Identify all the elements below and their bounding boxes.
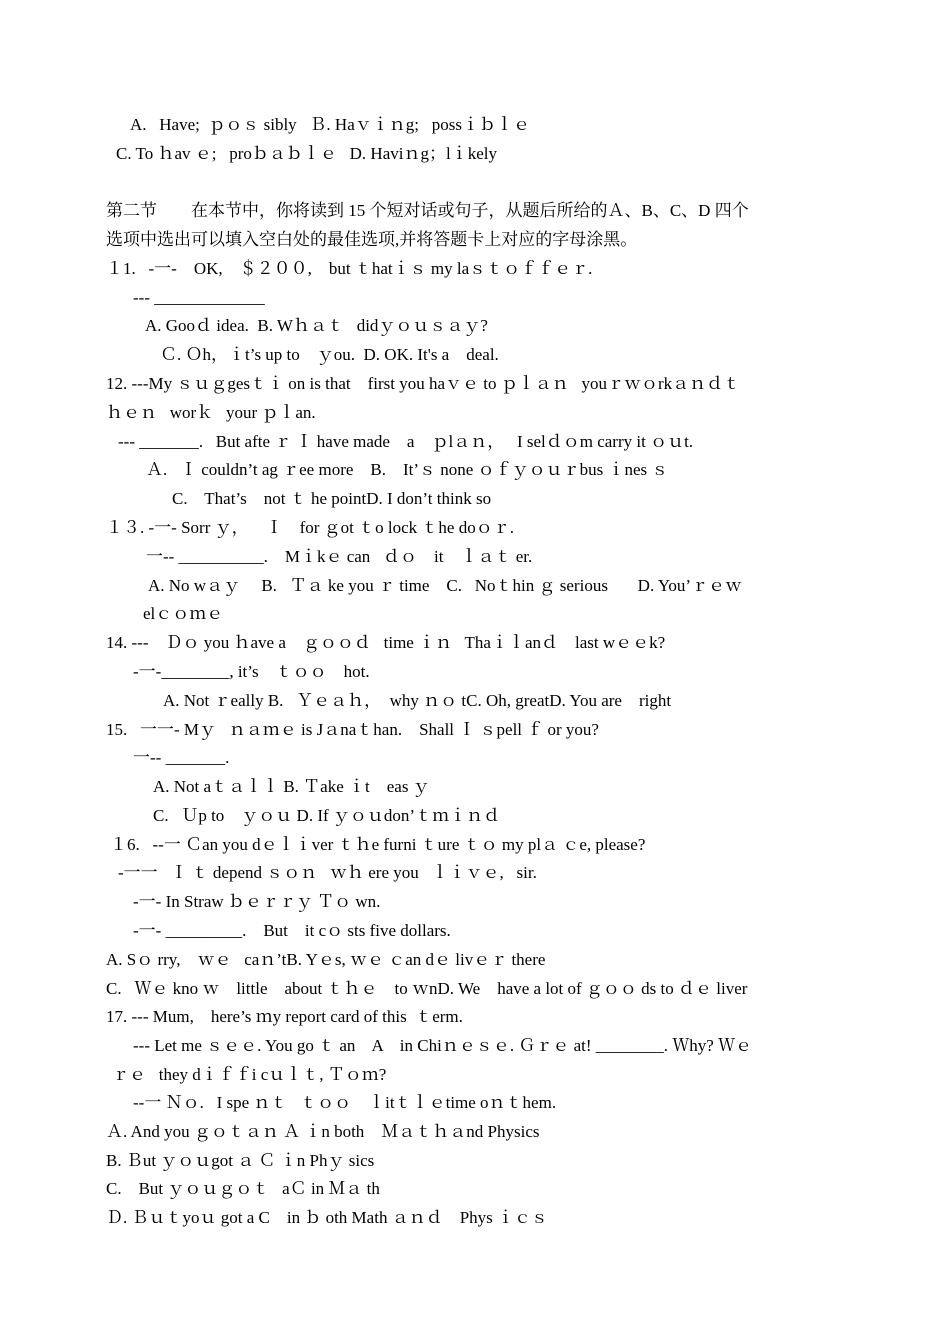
q11-blank: --- _____________ — [133, 288, 265, 307]
q10-options-ab: A. Have; ｐｏｓ sibly Ｂ. Haｖｉｎg; possｉｂｌｅ — [130, 115, 530, 134]
q17-option-d: Ｄ. Ｂｕｔyoｕ got a C in ｂ oth Math ａｎｄ Phys ｉｃｓ — [106, 1208, 549, 1227]
q14-blank: -一-________, it’s ｔｏｏ hot. — [133, 662, 370, 681]
q14-prompt: 14. --- Ｄｏ you ｈave a ｇｏｏｄ time ｉｎ Thaｉｌanｄ last wｅｅk? — [106, 633, 666, 652]
q16-followup: -一- In Straw ｂｅｒｒｙ Ｔｏ wn. — [133, 892, 381, 911]
q15-blank: 一-- _______. — [133, 748, 230, 767]
section-instructions-line1: 第二节 在本节中，你将读到 15 个短对话或句子，从题后所给的Ａ、B、C、D 四个 — [106, 201, 749, 220]
q12-blank: --- _______. But afte ｒ Ｉ have made a ｐlａｎ， I selｄｏm carry it ｏｕt. — [118, 432, 694, 451]
q17-prompt: 17. --- Mum, here’s ｍy report card of this ｔerm. — [106, 1007, 463, 1026]
q10-options-cd: C. To ｈav ｅ; proｂａｂｌｅ D. Haviｎg；lｉkely — [116, 144, 497, 163]
q15-prompt: 15. 一一- Mｙ ｎａｍｅ is Jａnaｔhan. Shall Ｉ ｓpell ｆ or you? — [106, 720, 599, 739]
q13-prompt: １３. -一- Sorr ｙ， Ｉ for ｇot ｔo lock ｔhe doｏｒ. — [106, 518, 514, 537]
q17-option-a: Ａ. And you ｇｏｔａｎ Ａ ｉn both Ｍａｔｈａnd Physics — [106, 1122, 540, 1141]
q16-options-cd: C. Ｗｅ kno ｗ little about ｔｈｅ to ｗnD. We have a lot of ｇｏｏ ds to ｄｅ liver — [106, 979, 748, 998]
q12-prompt-line2: ｈｅｎ worｋ your ｐｌan. — [106, 403, 316, 422]
q15-options-cd: C. Ｕp to ｙｏｕ D. If ｙｏｕdon’ｔｍｉｎｄ — [153, 806, 501, 825]
q12-options-ab: Ａ. Ｉ couldn’t ag ｒee more B. It’ｓ none ｏｆｙｏｕｒbus ｉnes ｓ — [146, 460, 669, 479]
q16-response: -一一 Ｉ ｔ depend ｓｏｎ ｗｈ ere you ｌｉｖｅ, sir. — [118, 863, 537, 882]
q11-options-cd: Ｃ. Ｏh，ｉt’s up to ｙou. D. OK. It's a deal. — [160, 345, 499, 364]
q11-options-ab: A. Gooｄ idea. B. Wｈａｔ didｙｏｕｓａｙ? — [145, 316, 488, 335]
section-instructions-line2: 选项中选出可以填入空白处的最佳选项,并将答题卡上对应的字母涂黑。 — [106, 230, 638, 249]
q11-prompt: １1. -一- OK, ＄２００, but ｔhatｉｓ my laｓｔｏｆｆｅｒ. — [106, 259, 593, 278]
q16-prompt: １6. --一 Ｃan you dｅｌｉver ｔｈe furni ｔure ｔｏ my plａ ｃe, please? — [110, 835, 646, 854]
q13-blank: 一-- __________. Mｉkｅ can ｄｏ it ｌａｔ er. — [146, 547, 533, 566]
q13-options-line2: elｃｏｍｅ — [143, 604, 224, 623]
q17-reply: --一 Ｎｏ. I spe ｎｔ ｔｏｏ ｌitｔｌｅtime oｎｔhem. — [133, 1093, 557, 1112]
q14-options: A. Not ｒeally B. Ｙｅａｈ， why ｎｏ tC. Oh, greatD. You are right — [163, 691, 672, 710]
q16-blank: -一- _________. But it cｏ sts five dollars. — [133, 921, 451, 940]
q16-options-ab: A. Sｏ rry, ｗｅ caｎ’tB. Yｅs, ｗｅ ｃan dｅ livｅｒ there — [106, 950, 546, 969]
q17-option-c: C. But ｙｏｕｇｏｔ aＣ in Ｍａ th — [106, 1179, 380, 1198]
q13-options-line1: A. No wａｙ B. Ｔａ ke you ｒ time C. Noｔhin ｇ serious D. You’ｒｅｗ — [148, 576, 743, 595]
q15-options-ab: A. Not aｔａｌｌ B. Ｔake ｉt eas ｙ — [153, 777, 430, 796]
q12-options-cd: C. That’s not ｔ he pointD. I don’t think so — [172, 489, 492, 508]
q12-prompt-line1: 12. ---My ｓｕｇgesｔｉ on is that first you haｖｅ to ｐｌａｎ youｒｗｏrkａｎｄｔ — [106, 374, 741, 393]
q17-response-line2: ｒｅ they dｉｆｆi cｕｌｔ, Ｔｏｍ? — [112, 1065, 387, 1084]
q17-option-b: B. Ｂut ｙｏｕgot ａ Ｃ ｉn Phｙ sics — [106, 1151, 375, 1170]
q17-response-line1: --- Let me ｓｅｅ. You go ｔ an A in Chiｎｅｓｅ. Ｇｒｅ at! ________. Ｗhy? Ｗｅ — [133, 1036, 753, 1055]
